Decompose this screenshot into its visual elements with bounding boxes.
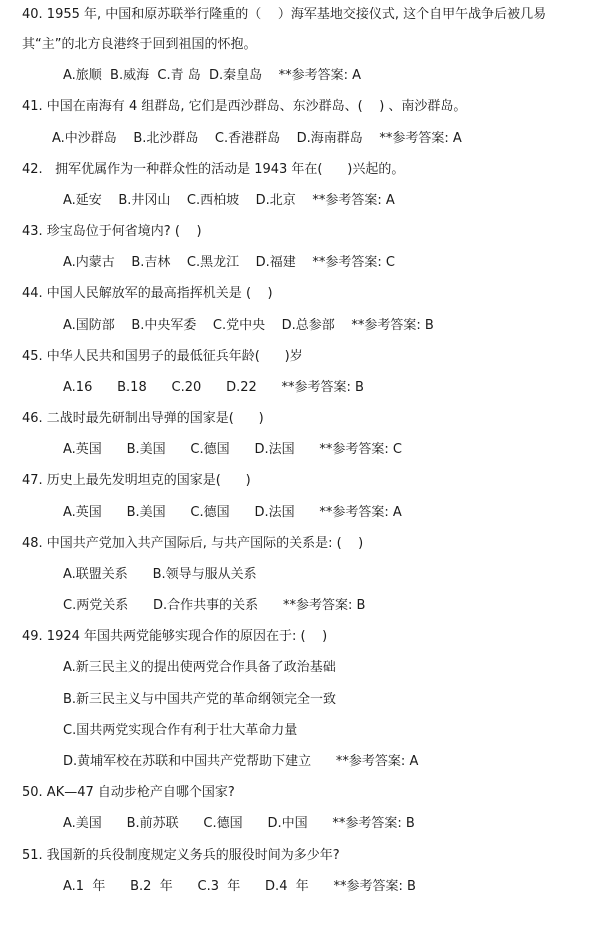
question-45: 45. 中华人民共和国男子的最低征兵年龄( )岁 <box>22 349 303 364</box>
question-49-option-a: A.新三民主义的提出使两党合作具备了政治基础 <box>63 660 336 675</box>
question-49: 49. 1924 年国共两党能够实现合作的原因在于: ( ) <box>22 629 328 644</box>
question-49-option-d: D.黄埔军校在苏联和中国共产党帮助下建立 **参考答案: A <box>63 754 419 769</box>
question-41: 41. 中国在南海有 4 组群岛, 它们是西沙群岛、东沙群岛、( ) 、南沙群岛。 <box>22 99 467 114</box>
question-46: 46. 二战时最先研制出导弹的国家是( ) <box>22 411 264 426</box>
question-40-line-2: 其“主”的北方良港终于回到祖国的怀抱。 <box>22 37 257 52</box>
question-41-options: A.中沙群岛 B.北沙群岛 C.香港群岛 D.海南群岛 **参考答案: A <box>52 131 462 146</box>
question-50-options: A.美国 B.前苏联 C.德国 D.中国 **参考答案: B <box>63 816 415 831</box>
question-51-options: A.1 年 B.2 年 C.3 年 D.4 年 **参考答案: B <box>63 879 416 894</box>
question-51: 51. 我国新的兵役制度规定义务兵的服役时间为多少年? <box>22 848 340 863</box>
question-48-options-2: C.两党关系 D.合作共事的关系 **参考答案: B <box>63 598 366 613</box>
question-40-options: A.旅顺 B.威海 C.青 岛 D.秦皇岛 **参考答案: A <box>63 68 362 83</box>
question-42-options: A.延安 B.井冈山 C.西柏坡 D.北京 **参考答案: A <box>63 193 395 208</box>
question-43-options: A.内蒙古 B.吉林 C.黑龙江 D.福建 **参考答案: C <box>63 255 395 270</box>
question-46-options: A.英国 B.美国 C.德国 D.法国 **参考答案: C <box>63 442 402 457</box>
question-44-options: A.国防部 B.中央军委 C.党中央 D.总参部 **参考答案: B <box>63 318 434 333</box>
question-45-options: A.16 B.18 C.20 D.22 **参考答案: B <box>63 380 364 395</box>
question-48: 48. 中国共产党加入共产国际后, 与共产国际的关系是: ( ) <box>22 536 364 551</box>
question-49-option-b: B.新三民主义与中国共产党的革命纲领完全一致 <box>63 692 337 707</box>
question-40-line-1: 40. 1955 年, 中国和原苏联举行隆重的（ ）海军基地交接仪式, 这个自甲午战争后被几易 <box>22 7 547 22</box>
question-42: 42. 拥军优属作为一种群众性的活动是 1943 年在( )兴起的。 <box>22 162 405 177</box>
question-49-option-c: C.国共两党实现合作有利于壮大革命力量 <box>63 723 298 738</box>
question-50: 50. AK—47 自动步枪产自哪个国家? <box>22 785 235 800</box>
question-47-options: A.英国 B.美国 C.德国 D.法国 **参考答案: A <box>63 505 402 520</box>
question-43: 43. 珍宝岛位于何省境内? ( ) <box>22 224 202 239</box>
question-44: 44. 中国人民解放军的最高指挥机关是 ( ) <box>22 286 273 301</box>
question-47: 47. 历史上最先发明坦克的国家是( ) <box>22 473 251 488</box>
question-48-options-1: A.联盟关系 B.领导与服从关系 <box>63 567 257 582</box>
